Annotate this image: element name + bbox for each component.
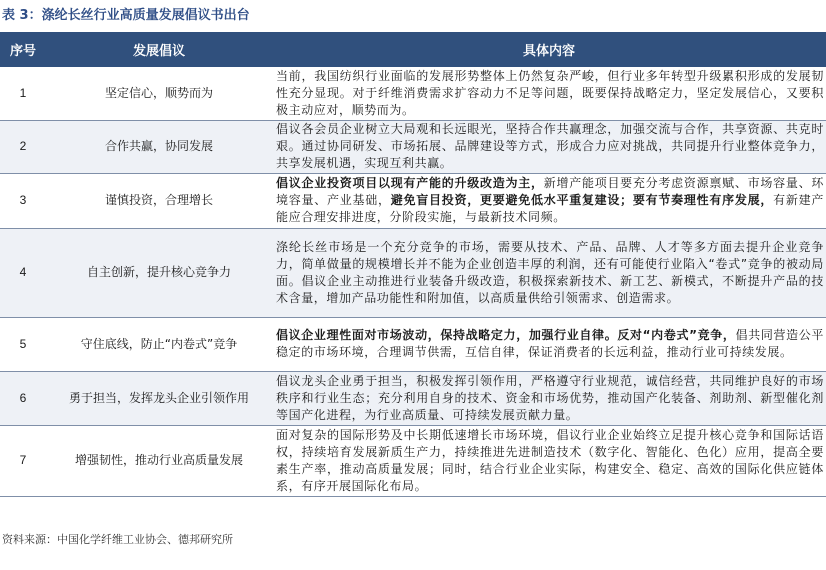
row-number: 4 [0, 228, 46, 317]
header-advocacy: 发展倡议 [46, 32, 272, 67]
content-cell [272, 120, 826, 173]
source-note: 资料来源：中国化学纤维工业协会、德邦研究所 [2, 533, 233, 546]
content-text: 涤纶长丝市场是一个充分竞争的市场，需要从技术、产品、品牌、人才等多方面去提升企业竞争力，简单做量的规模增长并不能为企业创造丰厚的利润，还有可能使行业陷入“卷式”竞争的被动局面。倡议企业主动推进行业装备升级改造，积极探索新技术、新工艺、新模式，不断提升产品的技术含量，增加产品功能性和附加值，以高质量供给引领需求、创造需求。 [276, 239, 824, 305]
content-cell [272, 173, 826, 228]
content-text-bold: 倡议企业投资项目以现有产能的升级改造为主， [276, 176, 544, 190]
content-text: 当前，我国纺织行业面临的发展形势整体上仍然复杂严峻，但行业多年转型升级累积形成的发展韧性充分显现。对于纤维消费需求扩容动力不足等问题，既要保持战略定力，坚定发展信心，又要积极主动应对，顺势而为。 [276, 68, 824, 117]
advocacy-cell: 自主创新，提升核心竞争力 [46, 228, 272, 317]
content-text-bold: 倡议企业理性面对市场波动，保持战略定力，加强行业自律。反对“内卷式”竞争， [276, 328, 736, 342]
table-row [0, 173, 826, 228]
content-cell [272, 317, 826, 371]
table-title: 表 3：涤纶长丝行业高质量发展倡议书出台 [2, 8, 250, 23]
table-row [0, 425, 826, 496]
header-content: 具体内容 [272, 32, 826, 67]
content-text: 有新建产能应合理安排进度，分阶段实施，与最新技术同频。 [276, 193, 824, 224]
table-row [0, 228, 826, 317]
content-text-bold: 避免盲目投资，更要避免低水平重复建设；要有节奏理性有序发展， [390, 193, 774, 207]
row-number: 3 [0, 173, 46, 228]
advocacy-cell: 谨慎投资，合理增长 [46, 173, 272, 228]
row-number: 6 [0, 371, 46, 425]
advocacy-table [0, 32, 826, 497]
row-number: 5 [0, 317, 46, 371]
advocacy-cell: 坚定信心，顺势而为 [46, 67, 272, 120]
row-number: 1 [0, 67, 46, 120]
content-text: 面对复杂的国际形势及中长期低速增长市场环境，倡议行业企业始终立足提升核心竞争和国际话语权，持续培育发展新质生产力，持续推进先进制造技术（数字化、智能化、色化）应用，提高全要素生产率，推动高质量发展；同时，结合行业企业实际，构建安全、稳定、高效的国际化供应链体系，有序开展国际化布局。 [276, 427, 824, 493]
table-row [0, 371, 826, 425]
content-text: 倡议各会员企业树立大局观和长远眼光，坚持合作共赢理念，加强交流与合作，共享资源、共克时艰。通过协同研发、市场拓展、品牌建设等方式，形成合力应对挑战，共同提升行业整体竞争力，共享发展机遇，实现互利共赢。 [276, 122, 824, 170]
table-header [0, 32, 826, 67]
advocacy-cell: 增强韧性，推动行业高质量发展 [46, 425, 272, 496]
advocacy-cell: 守住底线，防止“内卷式”竞争 [46, 317, 272, 371]
table-row [0, 317, 826, 371]
content-cell [272, 425, 826, 496]
content-text: 倡议龙头企业勇于担当，积极发挥引领作用，严格遵守行业规范，诚信经营，共同维护良好的市场秩序和行业生态；充分利用自身的技术、资金和市场优势，推动国产化装备、剂助剂、新型催化剂等国产化进程，为行业高质量、可持续发展贡献力量。 [276, 373, 824, 422]
table-row [0, 120, 826, 173]
content-text: 倡共同营造公平稳定的市场环境，合理调节供需，互信自律，保证消费者的长远利益，推动行业可持续发展。 [276, 328, 825, 359]
row-number: 2 [0, 120, 46, 173]
table-row [0, 67, 826, 120]
content-cell [272, 371, 826, 425]
content-cell [272, 228, 826, 317]
advocacy-cell: 勇于担当，发挥龙头企业引领作用 [46, 371, 272, 425]
row-number: 7 [0, 425, 46, 496]
content-cell [272, 67, 826, 120]
advocacy-cell: 合作共赢，协同发展 [46, 120, 272, 173]
header-number: 序号 [0, 32, 46, 67]
content-text: 新增产能项目要充分考虑资源禀赋、市场容量、环境容量、产业基础， [276, 176, 824, 207]
table-body [0, 67, 826, 496]
